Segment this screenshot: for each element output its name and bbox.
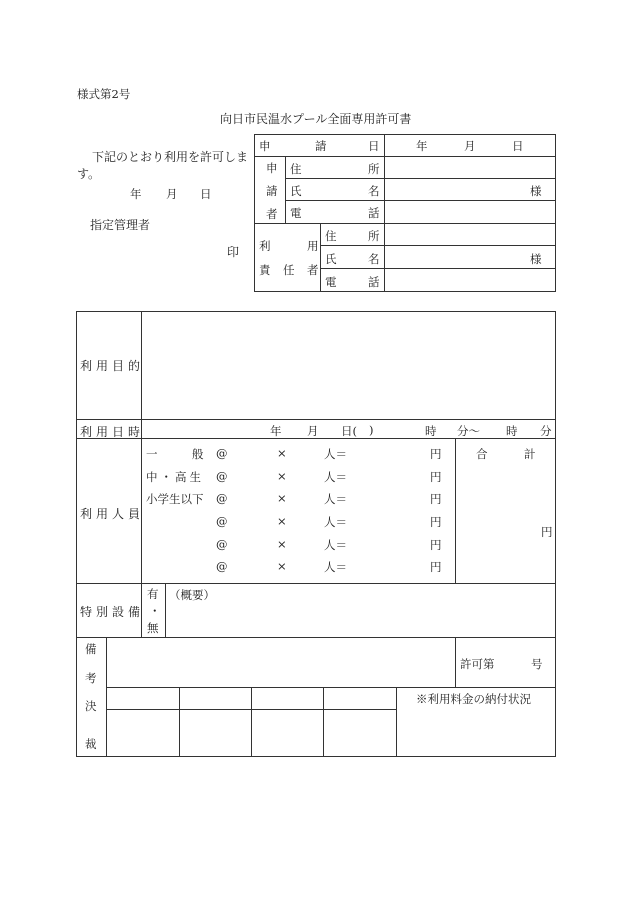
total-label-2: 計 — [524, 447, 536, 461]
use-year: 年 — [270, 424, 282, 438]
issue-day: 日 — [200, 187, 212, 201]
row6-times: × — [277, 559, 287, 573]
category-general-1: 一 — [146, 447, 158, 461]
page-title: 向日市民温水プール全面専用許可書 — [220, 112, 412, 126]
fee-status-label: ※利用料金の納付状況 — [416, 692, 531, 706]
facility-overview: （概要） — [169, 588, 215, 602]
facility-no: 無 — [147, 621, 159, 635]
row6-at: @ — [216, 559, 228, 573]
responsible-label-5: 者 — [307, 263, 319, 277]
form-number: 様式第2号 — [77, 87, 131, 101]
category-elementary: 小学生以下 — [146, 492, 204, 506]
row1-at: @ — [216, 446, 228, 460]
applicant-name-label-2: 名 — [368, 184, 380, 198]
end-minute: 分 — [540, 424, 552, 438]
total-label-1: 合 — [476, 447, 488, 461]
seal-mark: 印 — [227, 245, 240, 259]
datetime-label: 利用日時 — [80, 425, 145, 439]
applicant-label-3: 者 — [266, 207, 278, 221]
permit-text-line2: す。 — [77, 167, 101, 181]
category-middle-high: 中・高生 — [146, 470, 204, 484]
application-date-label-1: 申 — [259, 139, 271, 153]
row6-people: 人＝ — [324, 560, 347, 574]
row4-yen: 円 — [430, 515, 442, 529]
applicant-label-2: 請 — [266, 184, 278, 198]
start-minute: 分〜 — [457, 424, 480, 438]
row3-people: 人＝ — [324, 492, 347, 506]
start-hour: 時 — [425, 424, 437, 438]
permit-no-label: 許可第 — [460, 657, 495, 671]
row2-at: @ — [216, 469, 228, 483]
use-day-open: 日( — [341, 424, 357, 438]
responsible-name-label-2: 名 — [368, 252, 380, 266]
row5-people: 人＝ — [324, 538, 347, 552]
total-yen: 円 — [541, 525, 553, 539]
row4-at: @ — [216, 514, 228, 528]
responsible-label-3: 責 — [259, 263, 271, 277]
row5-times: × — [277, 537, 287, 551]
use-month: 月 — [307, 424, 319, 438]
row4-people: 人＝ — [324, 515, 347, 529]
row5-yen: 円 — [430, 538, 442, 552]
responsible-label-2: 用 — [307, 239, 319, 253]
application-date-label-3: 日 — [368, 139, 380, 153]
row6-yen: 円 — [430, 560, 442, 574]
category-general-2: 般 — [192, 447, 204, 461]
app-date-day: 日 — [512, 139, 524, 153]
facility-dot: ・ — [149, 604, 161, 618]
issue-month: 月 — [166, 187, 178, 201]
approval-label-1: 決 — [85, 699, 97, 713]
row1-people: 人＝ — [324, 447, 347, 461]
applicant-name-label-1: 氏 — [290, 184, 302, 198]
applicant-address-label-2: 所 — [368, 162, 380, 176]
end-hour: 時 — [506, 424, 518, 438]
applicant-phone-label-2: 話 — [368, 206, 380, 220]
row3-yen: 円 — [430, 492, 442, 506]
row1-times: × — [277, 446, 287, 460]
approval-label-2: 裁 — [85, 737, 97, 751]
remarks-label-1: 備 — [85, 642, 97, 656]
row1-yen: 円 — [430, 447, 442, 461]
row3-at: @ — [216, 491, 228, 505]
row4-times: × — [277, 514, 287, 528]
responsible-phone-label-2: 話 — [368, 275, 380, 289]
responsible-address-label-2: 所 — [368, 229, 380, 243]
remarks-label-2: 考 — [85, 671, 97, 685]
permit-text-line1: 下記のとおり利用を許可しま — [92, 150, 249, 164]
application-date-label-2: 請 — [315, 139, 327, 153]
row2-yen: 円 — [430, 470, 442, 484]
purpose-label: 利用目的 — [80, 359, 145, 373]
responsible-sama: 様 — [530, 252, 542, 266]
app-date-month: 月 — [464, 139, 476, 153]
applicant-sama: 様 — [530, 184, 542, 198]
facility-yes: 有 — [147, 587, 159, 601]
responsible-label-4: 任 — [283, 263, 295, 277]
row2-people: 人＝ — [324, 470, 347, 484]
responsible-address-label-1: 住 — [325, 229, 337, 243]
facility-label: 特別設備 — [80, 605, 145, 619]
manager-label: 指定管理者 — [90, 218, 151, 232]
row5-at: @ — [216, 537, 228, 551]
applicant-label-1: 申 — [266, 161, 278, 175]
row3-times: × — [277, 491, 287, 505]
row2-times: × — [277, 469, 287, 483]
people-label: 利用人員 — [80, 507, 145, 521]
permit-no-suffix: 号 — [531, 657, 543, 671]
app-date-year: 年 — [416, 139, 428, 153]
applicant-phone-label-1: 電 — [290, 206, 302, 220]
use-day-close: ) — [369, 423, 374, 437]
responsible-phone-label-1: 電 — [325, 275, 337, 289]
responsible-name-label-1: 氏 — [325, 252, 337, 266]
issue-year: 年 — [130, 187, 142, 201]
applicant-address-label-1: 住 — [290, 162, 302, 176]
responsible-label-1: 利 — [259, 239, 271, 253]
